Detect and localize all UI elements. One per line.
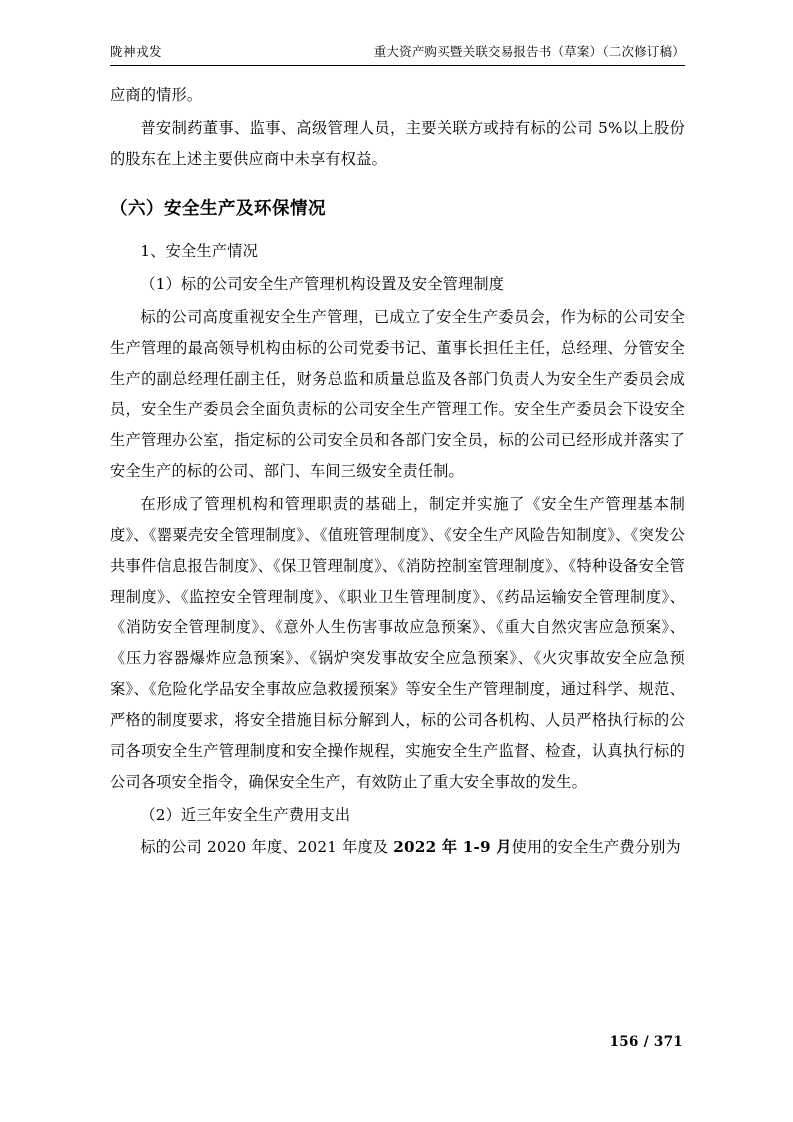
expense-text-prefix: 标的公司 2020 年度、2021 年度及 (140, 838, 394, 857)
page-number: 156 / 371 (609, 1034, 683, 1050)
expense-text-suffix: 使用的安全生产费分别为 (511, 838, 681, 857)
document-body (110, 80, 685, 863)
header-company-name: 陇神戎发 (110, 44, 163, 59)
paragraph-safety-expense-period (110, 832, 685, 863)
page-header (110, 44, 685, 66)
page-content (110, 44, 685, 865)
paragraph-continuation: 应商的情形。 (110, 86, 203, 105)
paragraph-safety-regulations: 在形成了管理机构和管理职责的基础上，制定并实施了《安全生产管理基本制度》、《罂粟壳安全管理制度》、《值班管理制度》、《安全生产风险告知制度》、《突发公共事件信息报告制度》、《保卫管理制度》、《消防控制室管理制度》、《特种设备安全管理制度》、《监控安全管理制度》、《职业卫生管理制度》、《药品运输安全管理制度》、《消防安全管理制度》、《意外人生伤害事故应急预案》、《重大自然灾害应急预案》、《压力容器爆炸应急预案》、《锅炉突发事故安全应急预案》、《火灾事故安全应急预案》、《危险化学品安全事故应急救援预案》等安全生产管理制度，通过科学、规范、严格的制度要求，将安全措施目标分解到人，标的公司各机构、人员严格执行标的公司各项安全生产管理制度和安全操作规程，实施安全生产监督、检查，认真执行标的公司各项安全指令，确保安全生产，有效防止了重大安全事故的发生。 (110, 494, 685, 791)
expense-period-bold: 2022 年 1-9 月 (393, 838, 512, 857)
subsection-safety-production: 1、安全生产情况 (140, 242, 258, 261)
item-safety-management-structure: （1）标的公司安全生产管理机构设置及安全管理制度 (140, 274, 505, 293)
paragraph-related-party: 普安制药董事、监事、高级管理人员，主要关联方或持有标的公司 5%以上股份的股东在上述主要供应商中未享有权益。 (110, 119, 685, 168)
item-safety-expenses: （2）近三年安全生产费用支出 (140, 805, 351, 824)
section-heading-safety-environment: （六）安全生产及环保情况 (110, 198, 326, 219)
paragraph-safety-committee: 标的公司高度重视安全生产管理，已成立了安全生产委员会，作为标的公司安全生产管理的最高领导机构由标的公司党委书记、董事长担任主任，总经理、分管安全生产的副总经理任副主任，财务总监和质量总监及各部门负责人为安全生产委员会成员，安全生产委员会全面负责标的公司安全生产管理工作。安全生产委员会下设安全生产管理办公室，指定标的公司安全员和各部门安全员，标的公司已经形成并落实了安全生产的标的公司、部门、车间三级安全责任制。 (110, 307, 685, 481)
header-document-title: 重大资产购买暨关联交易报告书（草案）（二次修订稿） (373, 44, 685, 59)
